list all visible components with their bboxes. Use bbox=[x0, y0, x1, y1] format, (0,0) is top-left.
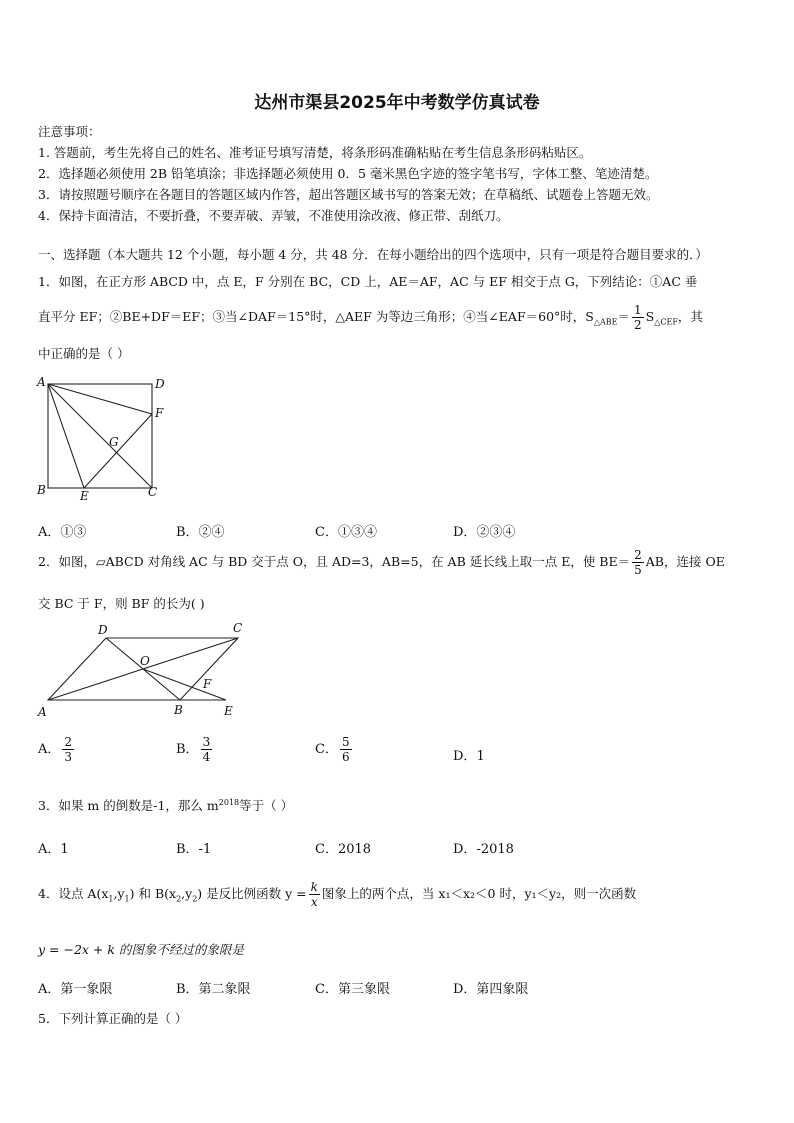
page-title: 达州市渠县2025年中考数学仿真试卷 bbox=[254, 93, 540, 113]
label-g: G bbox=[109, 435, 119, 449]
label-a: A bbox=[37, 375, 46, 389]
q1-option-b[interactable]: B．②④ bbox=[176, 525, 225, 540]
segment-ae bbox=[48, 384, 84, 488]
fraction: $\frac{1}{2}$ bbox=[634, 303, 642, 332]
q5-line1: 5．下列计算正确的是（ ） bbox=[38, 1011, 188, 1026]
q3-option-d[interactable]: D．-2018 bbox=[453, 842, 514, 857]
label-d: D bbox=[98, 623, 108, 637]
q1-line1: 1．如图，在正方形 ABCD 中，点 E，F 分别在 BC，CD 上，AE＝AF，AC 与 EF 相交于点 G，下列结论：①AC 垂 bbox=[38, 274, 698, 289]
label-c: C bbox=[233, 621, 243, 635]
segment-ef bbox=[84, 414, 152, 488]
q3-option-b[interactable]: B．-1 bbox=[176, 842, 212, 857]
q1-line3: 中正确的是（ ） bbox=[38, 346, 130, 361]
q2-line1: 2．如图，▱ABCD 对角线 AC 与 BD 交于点 O，且 AD=3，AB=5，在 AB 延长线上取一点 E，使 BE＝ $\frac{2}{5}$ AB，连接 OE bbox=[38, 548, 725, 577]
label-e: E bbox=[80, 489, 89, 503]
label-f: F bbox=[203, 677, 212, 691]
q1-square-figure bbox=[34, 372, 174, 504]
q3-option-c[interactable]: C．2018 bbox=[315, 842, 372, 857]
q1-option-a[interactable]: A．①③ bbox=[38, 525, 87, 540]
q3-line1: 3．如果 m 的倒数是-1，那么 $m^{2018}$等于（ ） bbox=[38, 797, 294, 813]
q2-option-c[interactable]: C． $\frac{5}{6}$ bbox=[315, 735, 350, 764]
label-b: B bbox=[37, 483, 46, 497]
q4-line1: 4．设点 $A(x_1,y_1)$ 和 $B(x_2,y_2)$ 是反比例函数 y = $\frac{k}{x}$ 图象上的两个点，当 x₁＜x₂＜0 时，y₁＜y₂，则一次函数 bbox=[38, 880, 637, 909]
notice-item: 2．选择题必须使用 2B 铅笔填涂；非选择题必须使用 0．5 毫米黑色字迹的签字笔书写，字体工整、笔迹清楚。 bbox=[38, 166, 658, 181]
diagonal-ac bbox=[48, 384, 152, 488]
q3-option-a[interactable]: A．1 bbox=[38, 842, 69, 857]
label-f: F bbox=[155, 406, 164, 420]
q4-line2: y = −2x + k 的图象不经过的象限是 bbox=[38, 942, 244, 957]
q2-option-a[interactable]: A． $\frac{2}{3}$ bbox=[38, 735, 73, 764]
q4-option-d[interactable]: D．第四象限 bbox=[453, 982, 529, 997]
q2-option-d[interactable]: D．1 bbox=[453, 749, 485, 764]
label-c: C bbox=[148, 485, 158, 499]
label-a: A bbox=[38, 705, 47, 719]
q2-parallelogram-figure bbox=[34, 618, 254, 724]
q4-option-c[interactable]: C．第三象限 bbox=[315, 982, 390, 997]
notice-item: 3．请按照题号顺序在各题目的答题区域内作答，超出答题区域书写的答案无效；在草稿纸、试题卷上答题无效。 bbox=[38, 187, 659, 202]
section-heading: 一、选择题（本大题共 12 个小题，每小题 4 分，共 48 分．在每小题给出的四个选项中，只有一项是符合题目要求的．） bbox=[38, 247, 708, 262]
label-d: D bbox=[155, 377, 165, 391]
q4-option-b[interactable]: B．第二象限 bbox=[176, 982, 251, 997]
label-o: O bbox=[140, 654, 150, 668]
q1-line2: 直平分 EF；②BE+DF＝EF；③当∠DAF＝15°时，△AEF 为等边三角形；④当∠EAF＝60°时，$S_{\triangle ABE}=$ $\frac{1}{2}$ $S_{\triangle CEF}$，其 bbox=[38, 303, 703, 332]
q2-option-b[interactable]: B． $\frac{3}{4}$ bbox=[176, 735, 211, 764]
label-e: E bbox=[224, 704, 233, 718]
label-b: B bbox=[174, 703, 183, 717]
q2-line2: 交 BC 于 F，则 BF 的长为( ) bbox=[38, 596, 205, 611]
q1-option-c[interactable]: C．①③④ bbox=[315, 525, 377, 540]
q4-option-a[interactable]: A．第一象限 bbox=[38, 982, 113, 997]
notice-item: 1. 答题前，考生先将自己的姓名、准考证号填写清楚，将条形码准确粘贴在考生信息条形码粘贴区。 bbox=[38, 145, 592, 160]
fraction: $\frac{2}{5}$ bbox=[634, 548, 642, 577]
notice-item: 4．保持卡面清洁，不要折叠，不要弄破、弄皱，不准使用涂改液、修正带、刮纸刀。 bbox=[38, 208, 509, 223]
q1-option-d[interactable]: D．②③④ bbox=[453, 525, 516, 540]
notice-heading: 注意事项： bbox=[38, 124, 101, 139]
